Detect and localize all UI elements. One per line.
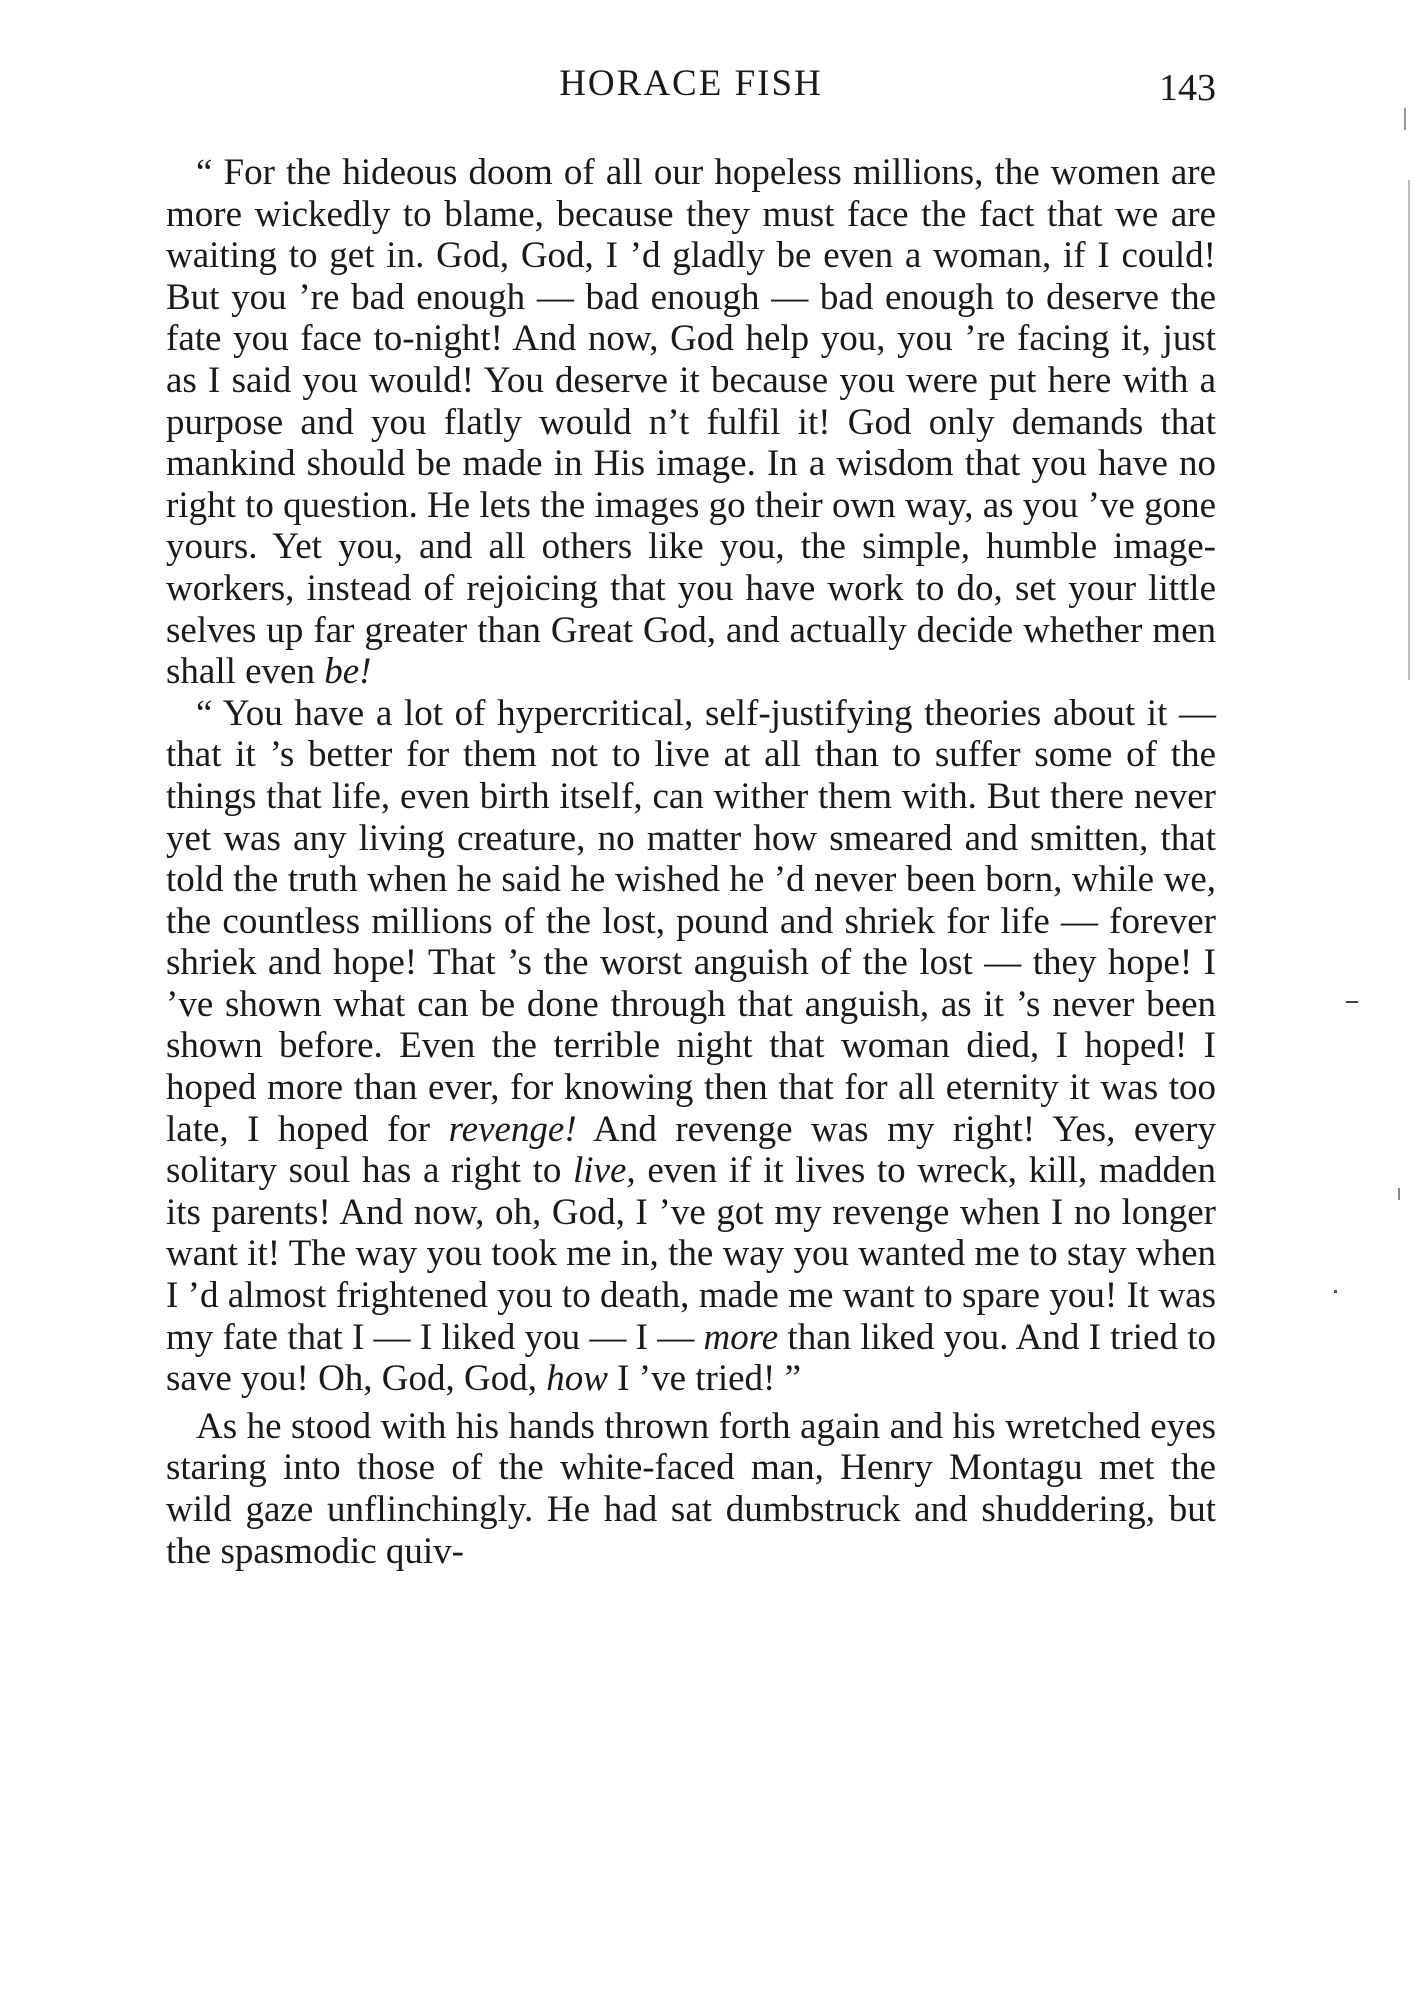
paragraph-2-text-4: than liked you. And I tried to save you! Oh, God, God, <box>166 1316 1216 1400</box>
scan-edge-mark-lower <box>1398 1188 1400 1200</box>
body-text <box>166 152 1216 1572</box>
paragraph-2-italic-how: how <box>546 1358 608 1400</box>
paragraph-1-text-1: “ For the hideous doom of all our hopeless millions, the women are more wickedly to blame, because they must face the fact that we are waiting to get in. God, God, I ’d gladly be even a woman, if I could! But you ’re bad enough — bad enough — bad enough to deserve the fate you face to-night! And now, God help you, you ’re facing it, just as I said you would! You deserve it because you were put here with a purpose and you flatly would n’t fulfil it! God only demands that mankind should be made in His image. In a wisdom that you have no right to question. He lets the images go their own way, as you ’ve gone yours. Yet you, and all others like you, the simple, humble image-workers, instead of rejoicing that you have work to do, set your little selves up far greater than Great God, and actually decide whether men shall even <box>166 152 1216 693</box>
paragraph-2-text-2: And revenge was my right! Yes, every solitary soul has a right to <box>166 1108 1217 1192</box>
paragraph-2-italic-live: live, <box>573 1150 636 1192</box>
scan-edge-mark-dash <box>1346 1001 1358 1003</box>
paragraph-2-italic-more: more <box>703 1316 779 1358</box>
paragraph-3-text-1: As he stood with his hands thrown forth again and his wretched eyes staring into those of the white-faced man, Henry Montagu met the wild gaze unflinchingly. He had sat dumbstruck and shuddering, but the spasmodic quiv- <box>166 1405 1216 1572</box>
paragraph-2-text-3: even if it lives to wreck, kill, madden its parents! And now, oh, God, I ’ve got my revenge when I no longer want it! The way you took me in, the way you wanted me to stay when I ’d almost frightened you to death, made me want to spare you! It was my fate that I — I liked you — I — <box>166 1150 1216 1358</box>
scan-edge-mark-top <box>1404 108 1406 130</box>
paragraph-1 <box>166 152 1216 693</box>
paragraph-2-text-5: I ’ve tried! ” <box>607 1358 802 1400</box>
page-number: 143 <box>1159 67 1216 109</box>
page-header <box>166 62 1216 122</box>
scan-edge-mark-dot <box>1334 1290 1337 1293</box>
paragraph-3 <box>166 1406 1216 1572</box>
paragraph-2 <box>166 693 1216 1400</box>
running-head: HORACE FISH <box>559 63 823 104</box>
scan-edge-mark-upper <box>1408 180 1410 680</box>
paragraph-2-text-1: “ You have a lot of hypercritical, self-justifying theories about it — that it ’s better for them not to live at all than to suffer some of the things that life, even birth itself, can wither them with. But there never yet was any living creature, no matter how smeared and smitten, that told the truth when he said he wished he ’d never been born, while we, the countless millions of the lost, pound and shriek for life — forever shriek and hope! That ’s the worst anguish of the lost — they hope! I ’ve shown what can be done through that anguish, as it ’s never been shown before. Even the terrible night that woman died, I hoped! I hoped more than ever, for knowing then that for all eternity it was too late, I hoped for <box>166 692 1216 1150</box>
paragraph-1-italic-be: be! <box>324 651 372 693</box>
paragraph-2-italic-revenge: revenge! <box>448 1108 577 1150</box>
